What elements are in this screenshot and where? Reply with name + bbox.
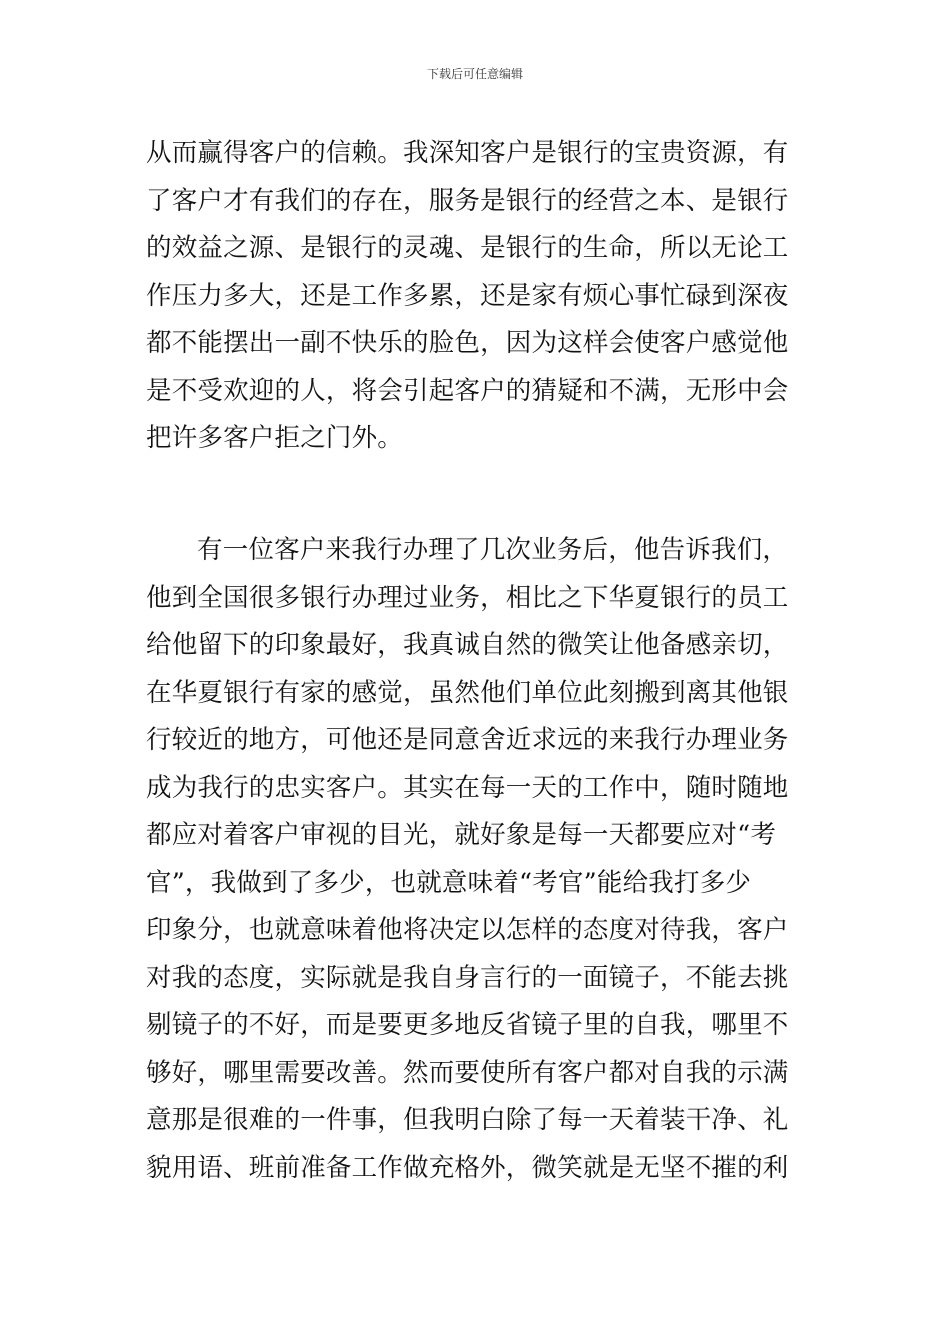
text-line: 在华夏银行有家的感觉，虽然他们单位此刻搬到离其他银 [146, 677, 789, 708]
text-line: 是不受欢迎的人，将会引起客户的猜疑和不满，无形中会 [146, 375, 789, 406]
text-line: 剔镜子的不好，而是要更多地反省镜子里的自我，哪里不 [146, 1010, 789, 1040]
text-line: 给他留下的印象最好，我真诚自然的微笑让他备感亲切， [146, 630, 789, 660]
text-line: 都不能摆出一副不快乐的脸色，因为这样会使客户感觉他 [146, 328, 789, 358]
text-line: 成为我行的忠实客户。其实在每一天的工作中，随时随地 [146, 772, 789, 803]
text-line-first: 有一位客户来我行办理了几次业务后，他告诉我们， [197, 535, 789, 565]
text-line: 他到全国很多银行办理过业务，相比之下华夏银行的员工 [146, 582, 789, 613]
text-line: 貌用语、班前准备工作做充格外，微笑就是无坚不摧的利 [146, 1152, 789, 1183]
text-line: 把许多客户拒之门外。 [146, 423, 404, 453]
text-line: 意那是很难的一件事，但我明白除了每一天着装干净、礼 [146, 1105, 789, 1135]
text-line: 对我的态度，实际就是我自身言行的一面镜子，不能去挑 [146, 962, 789, 993]
text-line: 了客户才有我们的存在，服务是银行的经营之本、是银行 [146, 185, 789, 216]
paragraph-1 [146, 130, 816, 463]
paragraph-2 [146, 527, 816, 1192]
text-line: 作压力多大，还是工作多累，还是家有烦心事忙碌到深夜 [146, 280, 789, 311]
text-line: 印象分，也就意味着他将决定以怎样的态度对待我，客户 [146, 915, 789, 945]
text-line: 的效益之源、是银行的灵魂、是银行的生命，所以无论工 [146, 233, 789, 263]
text-line: 官”，我做到了多少，也就意味着“考官”能给我打多少 [146, 867, 752, 898]
text-line: 够好，哪里需要改善。然而要使所有客户都对自我的示满 [146, 1057, 789, 1088]
text-line: 都应对着客户审视的目光，就好象是每一天都要应对“考 [146, 820, 777, 850]
text-line: 行较近的地方，可他还是同意舍近求远的来我行办理业务 [146, 725, 789, 755]
page-header: 下载后可任意编辑 [426, 67, 523, 81]
text-line: 从而赢得客户的信赖。我深知客户是银行的宝贵资源，有 [146, 138, 789, 168]
